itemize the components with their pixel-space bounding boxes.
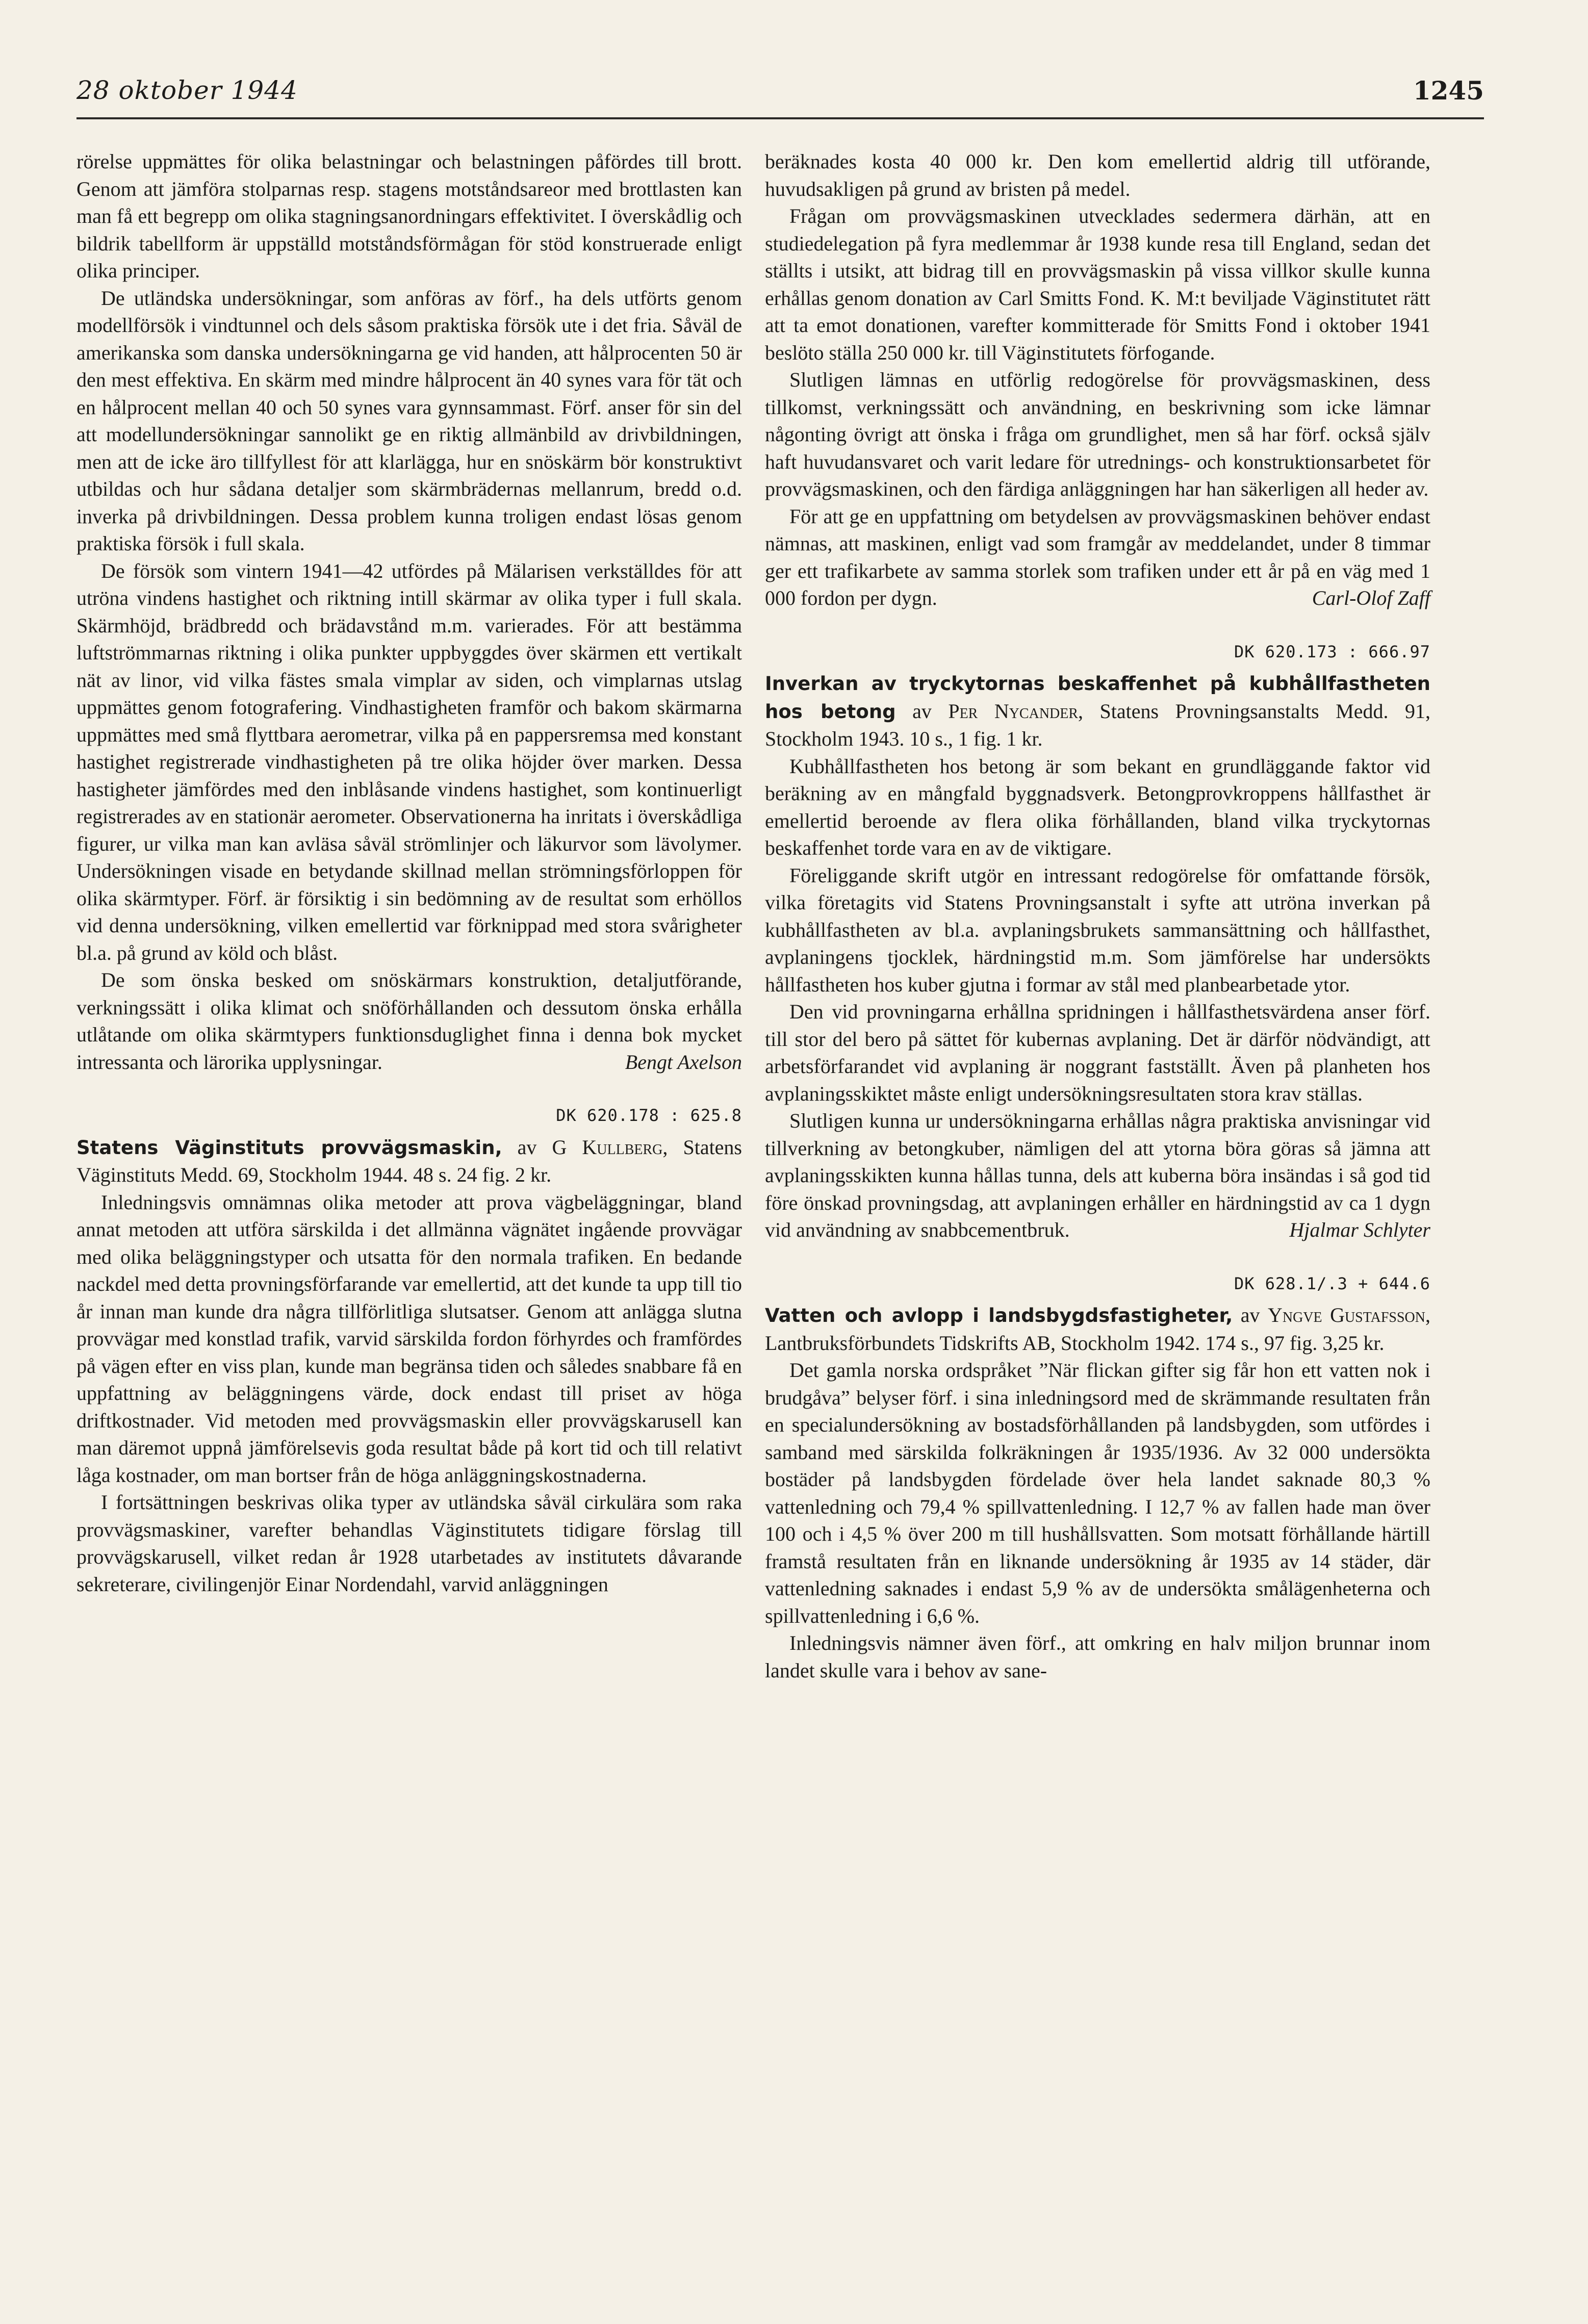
paragraph: Inledningsvis nämner även förf., att omkring en halv miljon brunnar inom landet skulle vara i behov av sane- xyxy=(765,1631,1430,1682)
paragraph: Föreliggande skrift utgör en intressant redogörelse för omfattande försök, vilka företagits vid Statens Provningsanstalt i syfte att utröna inverkan på kubhållfastheten av bl.a. avplaningsbrukets sammansättning och hållfasthet, avplaningens tjocklek, härdningstid m.m. Som jämförelse har undersökts hållfastheten hos kuber gjutna i formar av stål med planbearbetade ytor. xyxy=(765,863,1430,996)
paragraph: De utländska undersökningar, som anföras av förf., ha dels utförts genom modellförsök i vindtunnel och dels såsom praktiska försök ute i det fria. Såväl de amerikanska som danska undersökningarna ge vid handen, att hålprocenten 50 är den mest effektiva. En skärm med mindre hålprocent än 40 synes vara för tät och en hålprocent mellan 40 och 50 synes vara gynnsammast. Förf. anser för sin del att modellundersökningar sannolikt ge en riktig allmänbild av drivbildningen, men att de icke äro tillfyllest för att klarlägga, hur en snöskärm bör konstruktivt utbildas och hur sådana detaljer som skärmbrädernas mellanrum, bredd o.d. inverka på drivbildningen. Dessa problem kunna troligen endast lösas genom praktiska försök i full skala. xyxy=(76,286,742,555)
article-title: Inverkan av tryckytornas beskaffenhet på kubhållfastheten hos betong xyxy=(765,673,1430,723)
left-column xyxy=(76,148,742,1598)
paragraph xyxy=(765,1107,1430,1244)
byline-prefix: av G xyxy=(502,1135,582,1159)
paragraph: Det gamla norska ordspråket ”När flickan gifter sig får hon ett vatten nok i brudgåva” belyser förf. i sina inledningsord med de skrämmande resultaten från en specialundersökning av bostadsförhållanden på landsbygden, som utfördes i samband med särskilda folkräkningen år 1935/1936. Av 32 000 undersökta bostäder på landsbygden fördelade över hela landet saknade 80,3 % vattenledning och 79,4 % spillvattenledning. I 12,7 % av fallen hade man över 100 och i 4,5 % över 200 m till hushållsvatten. Som motsatt förhållande härtill framstå resultaten från en liknande undersökning år 1935 av 14 städer, där vattenledning saknades i endast 5,9 % av de undersökta smålägenheterna och spillvattenledning i 6,6 %. xyxy=(765,1359,1430,1627)
dk-classification: DK 620.173 : 666.97 xyxy=(1234,642,1430,661)
paragraph xyxy=(765,503,1430,612)
article-author: Per Nycander xyxy=(948,699,1079,723)
article-author: Yngve Gustafsson xyxy=(1267,1304,1425,1326)
article-title: Vatten och avlopp i landsbygdsfastigheter, xyxy=(765,1305,1233,1326)
paragraph: De försök som vintern 1941—42 utfördes på Mälarisen verkställdes för att utröna vindens hastighet och riktning intill skärmar av olika typer i full skala. Skärmhöjd, brädbredd och brädavstånd m.m. varierades. För att bestämma luftströmmarnas riktning i olika punkter uppbyggdes över skärmen ett vertikalt nät av linor, vid vilka fästes smala vimplar av siden, och vimplarnas utslag uppmättes genom fotografering. Vindhastigheten framför och bakom skärmarna uppmättes med små flyttbara aerometrar, vilka på en pappersremsa med konstant hastighet registrerade vindhastigheten på tre olika höjder över marken. Dessa hastigheter jämfördes med den inblåsande vindens hastighet, som kontinuerligt registrerades av en stationär aerometer. Observationerna ha inritats i överskådliga figurer, ur vilka man kan avläsa såväl strömlinjer och läkurvor som lävolymer. Undersökningen visade en betydande skillnad mellan strömningsförloppen för olika skärmtyper. Förf. är försiktig i sin bedömning av de resultat som erhöllos vid denna undersökning, vilken emellertid var förknippad med stora svårigheter bl.a. på grund av köld och blåst. xyxy=(76,559,742,964)
byline-prefix: av xyxy=(895,699,949,723)
article-author: Kullberg xyxy=(582,1135,663,1159)
paragraph: Kubhållfastheten hos betong är som bekant en grundläggande faktor vid beräkning av en mångfald byggnadsverk. Betongprovkroppens hållfasthet är emellertid beroende av flera olika förhållanden, bland vilka tryckytornas beskaffenhet torde vara en av de viktigare. xyxy=(765,754,1430,859)
paragraph: rörelse uppmättes för olika belastningar och belastningen påfördes till brott. Genom att jämföra stolparnas resp. stagens motståndsareor med brottlasten kan man få ett begrepp om olika stagningsanordningars effektivitet. I överskådlig och bildrik tabellform är uppställd motståndsförmågan för stöd konstruerade enligt olika principer. xyxy=(76,150,742,282)
article-heading xyxy=(765,670,1430,753)
article-title: Statens Väginstituts provvägsmaskin, xyxy=(76,1136,502,1159)
dk-classification: DK 628.1/.3 + 644.6 xyxy=(1234,1273,1430,1293)
paragraph: Den vid provningarna erhållna spridningen i hållfasthetsvärdena anser förf. till stor del bero på sättet för kubernas avplaning. Det är därför nödvändigt, att arbetsförfarandet vid avplaning är noggrant fastställt. Även på planheten hos avplaningsskiktet måste enligt undersökningsresultaten stora krav ställas. xyxy=(765,1000,1430,1105)
article-heading xyxy=(765,1301,1430,1357)
paragraph: Frågan om provvägsmaskinen utvecklades sedermera därhän, att en studiedelegation på fyra medlemmar år 1938 kunde resa till England, sedan det ställts i utsikt, att bidrag till en provvägsmaskin på vissa villkor skulle kunna erhållas genom donation av Carl Smitts Fond. K. M:t beviljade Väginstitutet rätt att ta emot donationen, varefter kommitterade för Smitts Fond i oktober 1941 beslöto ställa 250 000 kr. till Väginstitutets förfogande. xyxy=(765,205,1430,364)
article-citation: , Lantbruksförbundets Tidskrifts AB, Stockholm 1942. 174 s., 97 fig. 3,25 kr. xyxy=(765,1304,1430,1355)
byline-prefix: av xyxy=(1233,1304,1268,1326)
paragraph: Slutligen lämnas en utförlig redogörelse för provvägsmaskinen, dess tillkomst, verkningssätt och användning, en beskrivning som icke lämnar någonting övrigt att önska i fråga om grundlighet, men så har förf. också själv haft huvudansvaret och varit ledare för utrednings- och konstruktionsarbetet för provvägsmaskinen, och den färdiga anläggningen har han säkerligen all heder av. xyxy=(765,368,1430,500)
right-column xyxy=(765,148,1430,1684)
paragraph-text: För att ge en uppfattning om betydelsen av provvägsmaskinen behöver endast nämnas, att maskinen, enligt vad som framgår av meddelandet, under 8 timmar ger ett trafikarbete av samma storlek som trafiken under ett år på en väg med 1 000 fordon per dygn. xyxy=(765,504,1430,609)
page-number: 1245 xyxy=(1413,75,1484,106)
paragraph-text: Slutligen kunna ur undersökningarna erhållas några praktiska anvisningar vid tillverkning av betongkuber, nämligen del att ytorna böra göras så jämna att avplaningsskikten kunna hållas tunna, dels att kuberna böra insändas i så god tid före önskad provningsdag, att avplaningen erhåller en härdningstid av ca 1 dygn vid användning av snabbcementbruk. xyxy=(765,1109,1430,1241)
paragraph: beräknades kosta 40 000 kr. Den kom emellertid aldrig till utförande, huvudsakligen på grund av bristen på medel. xyxy=(765,150,1430,200)
article-heading xyxy=(76,1134,742,1189)
review-signature: Bengt Axelson xyxy=(625,1050,742,1074)
review-signature: Carl-Olof Zaff xyxy=(1312,586,1430,609)
article-citation: , Statens Väginstituts Medd. 69, Stockholm 1944. 48 s. 24 fig. 2 kr. xyxy=(76,1135,742,1186)
review-signature: Hjalmar Schlyter xyxy=(1289,1218,1430,1241)
dk-classification: DK 620.178 : 625.8 xyxy=(556,1106,742,1125)
paragraph: I fortsättningen beskrivas olika typer av utländska såväl cirkulära som raka provvägsmaskiner, varefter behandlas Väginstitutets tidigare förslag till provvägskarusell, vilket redan år 1928 utarbetades av institutets dåvarande sekreterare, civilingenjör Einar Nordendahl, varvid anläggningen xyxy=(76,1491,742,1596)
page-header xyxy=(76,71,1484,119)
paragraph: Inledningsvis omnämnas olika metoder att prova vägbeläggningar, bland annat metoden att utföra särskilda i det allmänna vägnätet ingående provvägar med olika beläggningstyper och utsatta för den normala trafiken. En bedande nackdel med detta provningsförfarande var emellertid, att det kunde ta upp till tio år innan man kunde dra några tillförlitliga slutsatser. Genom att anlägga slutna provvägar med konstlad trafik, varvid särskilda fordon förhyrdes och framfördes på vägen efter en viss plan, kunde man begränsa tiden och således snabbare få en uppfattning av beläggningens värde, dock endast till priset av höga driftkostnader. Vid metoden med provvägsmaskin eller provvägskarusell kan man däremot uppnå jämförelsevis goda resultat både på kort tid och till relativt låga kostnader, om man bortser från de höga anläggningskostnaderna. xyxy=(76,1190,742,1487)
article-citation: , Statens Provningsanstalts Medd. 91, Stockholm 1943. 10 s., 1 fig. 1 kr. xyxy=(765,699,1430,750)
issue-date: 28 oktober 1944 xyxy=(76,75,298,105)
paragraph-text: De som önska besked om snöskärmars konstruktion, detaljutförande, verkningssätt i olika klimat och snöförhållanden och dessutom önska erhålla utlåtande om olika skärmtypers funktionsduglighet finna i denna bok mycket intressanta och lärorika upplysningar. xyxy=(76,968,742,1074)
paragraph xyxy=(76,966,742,1076)
